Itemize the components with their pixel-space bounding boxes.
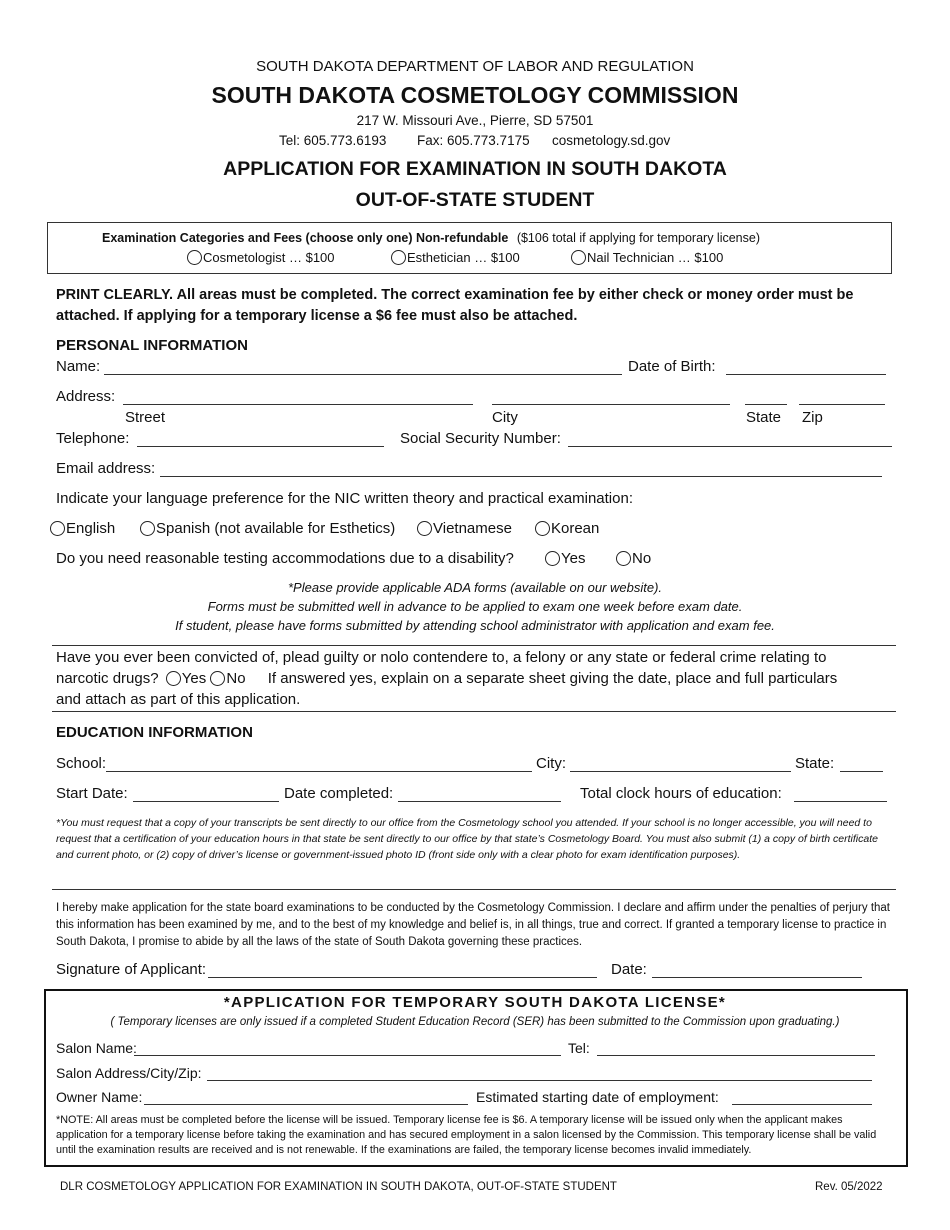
ada-note-1: *Please provide applicable ADA forms (available on our website).	[287, 580, 663, 595]
cosmetologist-radio[interactable]	[187, 250, 202, 265]
school-city-input[interactable]	[572, 753, 789, 771]
language-option-vietnamese[interactable]	[417, 520, 512, 537]
employment-start-label: Estimated starting date of employment:	[476, 1089, 719, 1105]
clock-hours-underline	[794, 801, 887, 802]
school-underline	[106, 771, 532, 772]
commission-website[interactable]: cosmetology.sd.gov	[552, 133, 671, 148]
start-date-label: Start Date:	[56, 785, 128, 802]
state-underline	[745, 404, 787, 405]
accommodation-no-label: No	[632, 550, 652, 567]
accommodation-yes-label: Yes	[561, 550, 586, 567]
fees-heading-text: Examination Categories and Fees (choose only one) Non-refundable	[102, 231, 509, 245]
dob-label: Date of Birth:	[628, 358, 716, 375]
salon-address-input[interactable]	[209, 1062, 870, 1080]
address-label: Address:	[56, 388, 116, 405]
fees-heading	[102, 231, 760, 245]
email-label: Email address:	[56, 460, 156, 477]
conviction-yes-option[interactable]	[166, 670, 206, 687]
education-info-heading: EDUCATION INFORMATION	[56, 724, 253, 741]
clock-hours-label: Total clock hours of education:	[580, 785, 782, 802]
school-state-underline	[840, 771, 883, 772]
signature-input[interactable]	[210, 959, 595, 977]
signature-label: Signature of Applicant:	[56, 961, 207, 978]
name-label: Name:	[56, 358, 101, 375]
email-input[interactable]	[162, 458, 880, 476]
street-input[interactable]	[125, 386, 471, 404]
language-question: Indicate your language preference for the NIC written theory and practical examination:	[56, 490, 633, 507]
commission-fax: Fax: 605.773.7175	[417, 133, 530, 148]
salon-tel-input[interactable]	[599, 1037, 873, 1055]
city-underline	[492, 404, 730, 405]
owner-name-label: Owner Name:	[56, 1089, 143, 1105]
school-input[interactable]	[108, 753, 530, 771]
conviction-narcotics-text: narcotic drugs?	[56, 670, 159, 687]
ssn-label: Social Security Number:	[400, 430, 561, 447]
english-label: English	[66, 520, 116, 537]
school-label: School:	[56, 755, 107, 772]
signature-date-label: Date:	[611, 961, 647, 978]
cosmetologist-label: Cosmetologist … $100	[203, 250, 335, 265]
dob-underline	[726, 374, 886, 375]
fee-option-esthetician[interactable]	[391, 250, 520, 265]
conviction-yes-label: Yes	[181, 670, 207, 687]
accommodation-yes-option[interactable]	[545, 550, 585, 567]
department-name: SOUTH DAKOTA DEPARTMENT OF LABOR AND REGULATION	[256, 58, 694, 75]
salon-address-label: Salon Address/City/Zip:	[56, 1065, 202, 1081]
conviction-yes-radio[interactable]	[166, 671, 181, 686]
signature-date-underline	[652, 977, 862, 978]
employment-start-underline	[732, 1104, 872, 1105]
owner-name-underline	[144, 1104, 468, 1105]
personal-info-heading: PERSONAL INFORMATION	[56, 337, 248, 354]
instructions-line-1: PRINT CLEARLY. All areas must be completed. The correct examination fee by either check or money order must be	[56, 287, 854, 303]
form-subtitle: OUT-OF-STATE STUDENT	[355, 189, 595, 211]
vietnamese-radio[interactable]	[417, 521, 432, 536]
name-input[interactable]	[106, 356, 620, 374]
instructions-line-2: attached. If applying for a temporary license a $6 fee must also be attached.	[56, 308, 578, 324]
conviction-no-label: No	[226, 670, 246, 687]
commission-address: 217 W. Missouri Ave., Pierre, SD 57501	[356, 113, 594, 128]
exam-fees-box	[47, 222, 892, 274]
language-option-english[interactable]	[50, 520, 115, 537]
employment-start-input[interactable]	[734, 1086, 870, 1104]
date-completed-underline	[398, 801, 561, 802]
street-caption: Street	[125, 409, 166, 426]
vietnamese-label: Vietnamese	[433, 520, 512, 537]
school-state-input[interactable]	[842, 753, 881, 771]
esthetician-radio[interactable]	[391, 250, 406, 265]
salon-address-underline	[207, 1080, 872, 1081]
accommodation-question: Do you need reasonable testing accommodations due to a disability?	[56, 550, 514, 567]
conviction-no-radio[interactable]	[210, 671, 225, 686]
accommodation-yes-radio[interactable]	[545, 551, 560, 566]
spanish-label: Spanish (not available for Esthetics)	[156, 520, 396, 537]
ssn-underline	[568, 446, 892, 447]
street-underline	[123, 404, 473, 405]
korean-label: Korean	[551, 520, 600, 537]
school-city-underline	[570, 771, 791, 772]
signature-underline	[208, 977, 597, 978]
transcript-note: *You must request that a copy of your transcripts be sent directly to our office from the Cosmetology school you attended. If your school is no longer accessible, you will need to request that a certification of your education hours in that state be sent directly to our office by that state’s Cosmetology Board. You must also submit (1) a copy of birth certificate and current photo, or (2) copy of driver’s license or government-issued photo ID (front side only with a clear photo for exam identification purposes).	[56, 817, 878, 861]
state-input[interactable]	[747, 386, 785, 404]
email-underline	[160, 476, 882, 477]
state-caption: State	[746, 409, 782, 426]
fees-temporary-note: ($106 total if applying for temporary license)	[516, 231, 760, 245]
name-underline	[104, 374, 622, 375]
owner-name-input[interactable]	[146, 1086, 466, 1104]
telephone-underline	[137, 446, 384, 447]
salon-name-label: Salon Name:	[56, 1040, 137, 1056]
dob-input[interactable]	[728, 356, 884, 374]
temporary-license-subtitle: ( Temporary licenses are only issued if a completed Student Education Record (SER) has been submitted to the Commission upon graduating.)	[110, 1016, 840, 1028]
school-city-label: City:	[536, 755, 566, 772]
start-date-input[interactable]	[135, 783, 277, 801]
ssn-input[interactable]	[570, 428, 890, 446]
school-state-label: State:	[795, 755, 835, 772]
ada-note-3: If student, please have forms submitted by attending school administrator with application and exam fee.	[175, 618, 775, 633]
footer-revision: Rev. 05/2022	[815, 1181, 883, 1193]
salon-name-underline	[134, 1055, 561, 1056]
spanish-radio[interactable]	[140, 521, 155, 536]
english-radio[interactable]	[50, 521, 65, 536]
telephone-label: Telephone:	[56, 430, 130, 447]
korean-radio[interactable]	[535, 521, 550, 536]
conviction-no-option[interactable]	[210, 670, 245, 687]
commission-name: SOUTH DAKOTA COSMETOLOGY COMMISSION	[211, 82, 739, 108]
city-input[interactable]	[494, 386, 728, 404]
divider	[52, 889, 896, 890]
city-caption: City	[492, 409, 518, 426]
salon-name-input[interactable]	[136, 1037, 559, 1055]
language-option-spanish[interactable]	[140, 520, 395, 537]
temporary-license-title: *APPLICATION FOR TEMPORARY SOUTH DAKOTA LICENSE*	[223, 994, 727, 1011]
declaration-text: I hereby make application for the state board examinations to be conducted by the Cosmetology Commission. I declare and affirm under the penalties of perjury that this information has been examined by me, and to the best of my knowledge and belief is, in all things, true and correct. If granted a temporary license to practice in South Dakota, I promise to abide by all the laws of the state of South Dakota governing these practices.	[56, 902, 891, 948]
zip-input[interactable]	[801, 386, 883, 404]
conviction-explain-text: If answered yes, explain on a separate sheet giving the date, place and full particulars	[267, 670, 838, 687]
accommodation-no-radio[interactable]	[616, 551, 631, 566]
accommodation-no-option[interactable]	[616, 550, 651, 567]
fee-option-cosmetologist[interactable]	[187, 250, 335, 265]
language-option-korean[interactable]	[535, 520, 599, 537]
ada-note-2: Forms must be submitted well in advance to be applied to exam one week before exam date.	[207, 599, 743, 614]
start-date-underline	[133, 801, 279, 802]
salon-tel-label: Tel:	[568, 1040, 590, 1056]
nail-technician-label: Nail Technician … $100	[587, 250, 724, 265]
telephone-input[interactable]	[139, 428, 382, 446]
signature-date-input[interactable]	[654, 959, 860, 977]
date-completed-label: Date completed:	[284, 785, 394, 802]
divider	[52, 645, 896, 646]
divider	[52, 711, 896, 712]
commission-tel: Tel: 605.773.6193	[279, 133, 387, 148]
clock-hours-input[interactable]	[796, 783, 885, 801]
fee-option-nail-technician[interactable]	[571, 250, 723, 265]
temporary-license-note: *NOTE: All areas must be completed before the license will be issued. Temporary license fee is $6. A temporary license will be issued only when the applicant makes application for a temporary license before taking the examination and has secured employment in a salon licensed by the Commission. This temporary license shall be valid until the examination results are received and is not renewable. If the examinations are failed, the temporary license becomes invalid immediately.	[56, 1114, 877, 1156]
conviction-question-line-2	[56, 670, 837, 687]
footer-form-name: DLR COSMETOLOGY APPLICATION FOR EXAMINATION IN SOUTH DAKOTA, OUT-OF-STATE STUDENT	[60, 1181, 617, 1193]
conviction-question-line-3: and attach as part of this application.	[56, 691, 301, 708]
conviction-question-line-1: Have you ever been convicted of, plead guilty or nolo contendere to, a felony or any state or federal crime relating to	[56, 649, 827, 666]
nail-technician-radio[interactable]	[571, 250, 586, 265]
date-completed-input[interactable]	[400, 783, 559, 801]
salon-tel-underline	[597, 1055, 875, 1056]
esthetician-label: Esthetician … $100	[407, 250, 520, 265]
zip-underline	[799, 404, 885, 405]
zip-caption: Zip	[802, 409, 823, 426]
form-title: APPLICATION FOR EXAMINATION IN SOUTH DAKOTA	[223, 158, 727, 180]
